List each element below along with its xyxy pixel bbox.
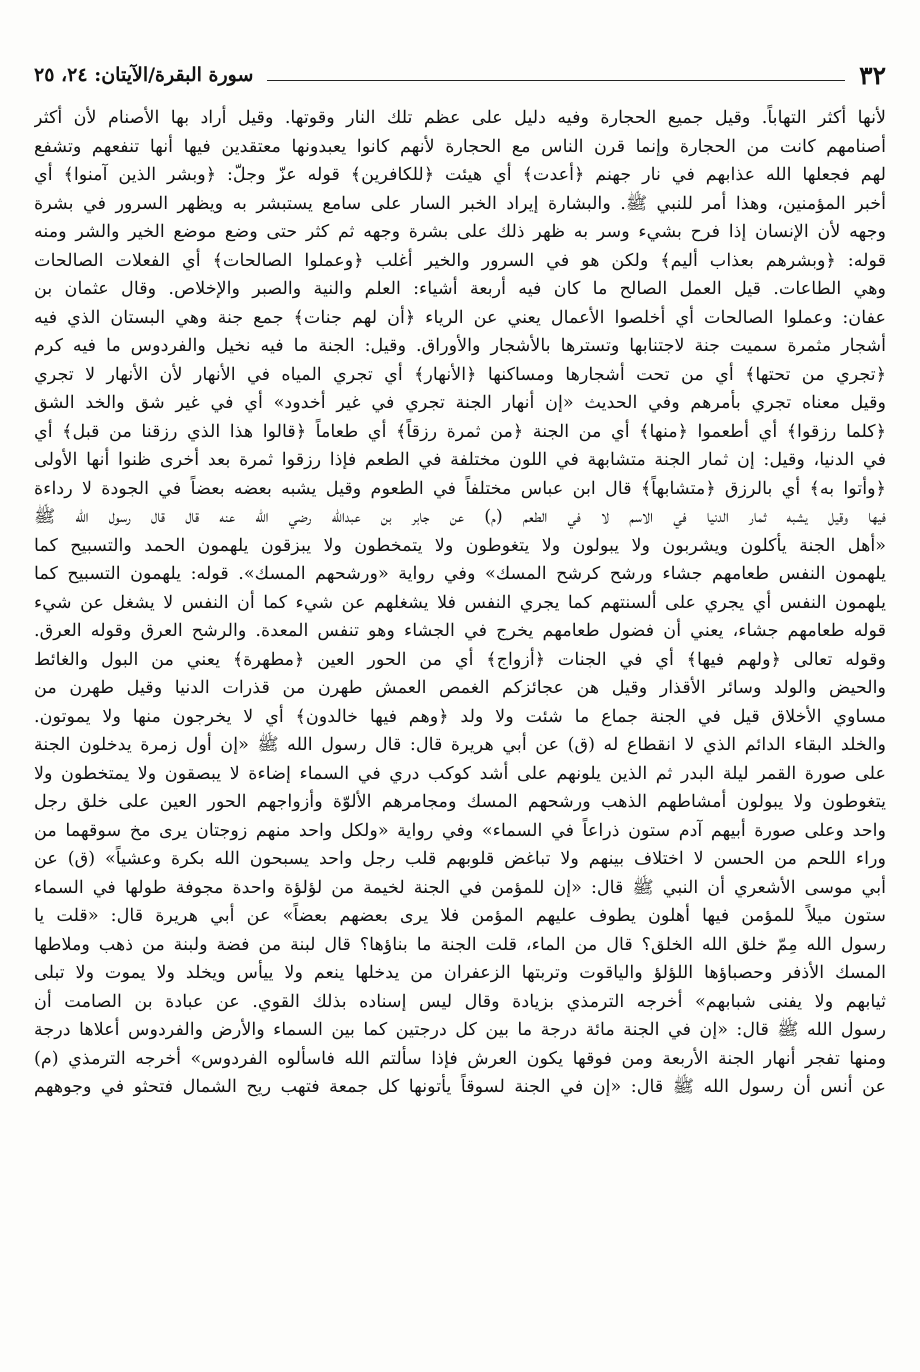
text-line: يلهمون النفس أي يجري على ألسنتهم كما يجري النفس فلا يشغلهم عن شيء كما أن النفس لا يشغل عن شيء xyxy=(34,592,886,613)
text-line: واحد وعلى صورة أبيهم آدم ستون ذراعاً في السماء» وفي رواية «ولكل واحد منهم زوجتان يرى مخ سوقهما من xyxy=(34,820,886,841)
text-line: ﴿تجري من تحتها﴾ أي من تحت أشجارها ومساكنها ﴿الأنهار﴾ أي تجري المياه في الأنهار لأن الأنهار لا تجري xyxy=(34,364,886,385)
header-rule xyxy=(267,80,845,81)
text-line: مساوي الأخلاق قيل في الجنة جماع ما شئت ولا ولد ﴿وهم فيها خالدون﴾ أي لا يخرجون منها ولا يموتون. xyxy=(34,706,886,727)
text-line: أشجار مثمرة سميت جنة لاجتنابها وتسترها بالأشجار والأوراق. وقيل: الجنة ما فيه نخيل والفردوس ما فيه كرم xyxy=(34,336,886,356)
text-line: أصنامهم كانت من الحجارة وإنما قرن الناس مع الحجارة لأنهم كانوا يعبدونها معتقدين فيها أنها تنفعهم وتشفع xyxy=(34,136,886,157)
text-line: قوله: ﴿وبشرهم بعذاب أليم﴾ ولكن هو في السرور والخير أغلب ﴿وعملوا الصالحات﴾ أي الفعلات الصالحات xyxy=(34,250,886,271)
page-header xyxy=(34,58,886,92)
text-line: لهم فجعلها الله عذابهم في نار جهنم ﴿أعدت﴾ أي هيئت ﴿للكافرين﴾ قوله عزّ وجلّ: ﴿وبشر الذين آمنوا﴾ أي xyxy=(34,165,886,185)
text-line: في الدنيا، وقيل: إن ثمار الجنة متشابهة في اللون مختلفة في الطعم فإذا رزقوا ثمرة بعد أخرى ظنوا أنها الأولى xyxy=(34,450,886,470)
page-number: ٣٢ xyxy=(859,60,886,90)
text-line: «أهل الجنة يأكلون ويشربون ولا يبولون ولا يتغوطون ولا يتمخطون ولا يبزقون يلهمون الحمد والتسبيح كما xyxy=(34,535,886,556)
body-text xyxy=(34,104,886,1354)
text-line: رسول الله ﷺ قال: «إن في الجنة مائة درجة ما بين كل درجتين كما بين السماء والأرض والفردوس أعلاها درجة xyxy=(34,1020,886,1040)
text-line: على صورة القمر ليلة البدر ثم الذين يلونهم على أشد كوكب دري في السماء إضاءة لا يبصقون ولا يمتخطون ولا xyxy=(34,763,886,784)
text-line: وقوله تعالى ﴿ولهم فيها﴾ أي في الجنات ﴿أزواج﴾ أي من الحور العين ﴿مطهرة﴾ يعني من البول والغائط xyxy=(34,649,886,670)
text-line: يلهمون النفس طعامهم جشاء ورشح كرشح المسك» وفي رواية «ورشحهم المسك». قوله: يلهمون التسبيح كما xyxy=(34,564,886,584)
text-line: رسول الله مِمّ خلق الله الخلق؟ قال من الماء، قلت الجنة ما بناؤها؟ قال لبنة من فضة ولبنة من ذهب وملاطها xyxy=(34,934,886,955)
text-line: المسك الأذفر وحصباؤها اللؤلؤ والياقوت وتربتها الزعفران من يدخلها ينعم ولا ييأس ويخلد ولا يموت ولا تبلى xyxy=(34,963,886,983)
text-line: ﴿كلما رزقوا﴾ أي أطعموا ﴿منها﴾ أي من الجنة ﴿من ثمرة رزقاً﴾ أي طعاماً ﴿قالوا هذا الذي رزقنا من قبل﴾ أي xyxy=(34,421,886,442)
text-line: ثيابهم ولا يفنى شبابهم» أخرجه الترمذي بزيادة وقال ليس إسناده بذلك القوي. عن عبادة بن الصامت أن xyxy=(34,991,886,1012)
text-line: قوله طعامهم جشاء، يعني أن فضول طعامهم يخرج في الجشاء وهو تنفس المعدة. والرشح العرق وقوله العرق. xyxy=(34,621,886,641)
text-line: وهي الطاعات. قيل العمل الصالح ما كان فيه أربعة أشياء: العلم والنية والصبر والإخلاص. وقال عثمان بن xyxy=(34,279,886,299)
text-line: أبي موسى الأشعري أن النبي ﷺ قال: «إن للمؤمن في الجنة لخيمة من لؤلؤة واحدة مجوفة طولها في السماء xyxy=(34,877,886,898)
text-line: وقيل معناه تجري بأمرهم وفي الحديث «إن أنهار الجنة تجري في غير أخدود» أي في غير شق والخد الشق xyxy=(34,393,886,413)
text-line: أخبر المؤمنين، وهذا أمر للنبي ﷺ. والبشارة إيراد الخبر السار على سامع يستبشر به ويظهر السرور في بشرة xyxy=(34,193,886,214)
text-line: ستون ميلاً للمؤمن فيها أهلون يطوف عليهم المؤمن فلا يرى بعضهم بعضاً» عن أبي هريرة قال: «قلت يا xyxy=(34,906,886,926)
text-line: لأنها أكثر التهاباً. وقيل جميع الحجارة وفيه دليل على عظم تلك النار وقوتها. وقيل أراد بها الأصنام لأن أكثر xyxy=(34,108,886,128)
text-line: وجهه لأن الإنسان إذا فرح بشيء وسر به ظهر ذلك على بشرة وجهه ثم كثر حتى وضع موضع الخير والشر ومنه xyxy=(34,222,886,242)
text-line: ﴿وأتوا به﴾ أي بالرزق ﴿متشابهاً﴾ قال ابن عباس مختلفاً في الطعوم وقيل يشبه بعضه بعضاً في الجودة لا رداءة xyxy=(34,478,886,499)
surah-title: سورة البقرة/الآيتان: ٢٤، ٢٥ xyxy=(34,64,254,86)
text-line: فيها وقيل يشبه ثمار الدنيا في الاسم لا في الطعم (م) عن جابر بن عبدالله رضي الله عنه قال قال رسول الله ﷺ xyxy=(34,507,886,527)
text-line: يتغوطون ولا يبولون أمشاطهم الذهب ورشحهم المسك ومجامرهم الألوّة وأزواجهم الحور العين على خلق رجل xyxy=(34,792,886,812)
text-line: عفان: وعملوا الصالحات أي أخلصوا الأعمال يعني عن الرياء ﴿أن لهم جنات﴾ جمع جنة وهي البستان الذي فيه xyxy=(34,307,886,328)
text-line: والخلد البقاء الدائم الذي لا انقطاع له (ق) عن أبي هريرة قال: قال رسول الله ﷺ «إن أول زمرة يدخلون الجنة xyxy=(34,735,886,755)
text-line: وراء اللحم من الحسن لا اختلاف بينهم ولا تباغض قلوبهم قلب رجل واحد يسبحون الله بكرة وعشياً» (ق) عن xyxy=(34,849,886,869)
text-line: ومنها تفجر أنهار الجنة الأربعة ومن فوقها يكون العرش فإذا سألتم الله فاسألوه الفردوس» أخرجه الترمذي (م) xyxy=(34,1048,886,1069)
text-line: عن أنس أن رسول الله ﷺ قال: «إن في الجنة لسوقاً يأتونها كل جمعة فتهب ريح الشمال فتحثو في وجوههم xyxy=(34,1077,886,1097)
text-line: والحيض والولد وسائر الأقذار وقيل هن عجائزكم الغمص العمش طهرن من قذرات الدنيا وقيل طهرن من xyxy=(34,678,886,698)
